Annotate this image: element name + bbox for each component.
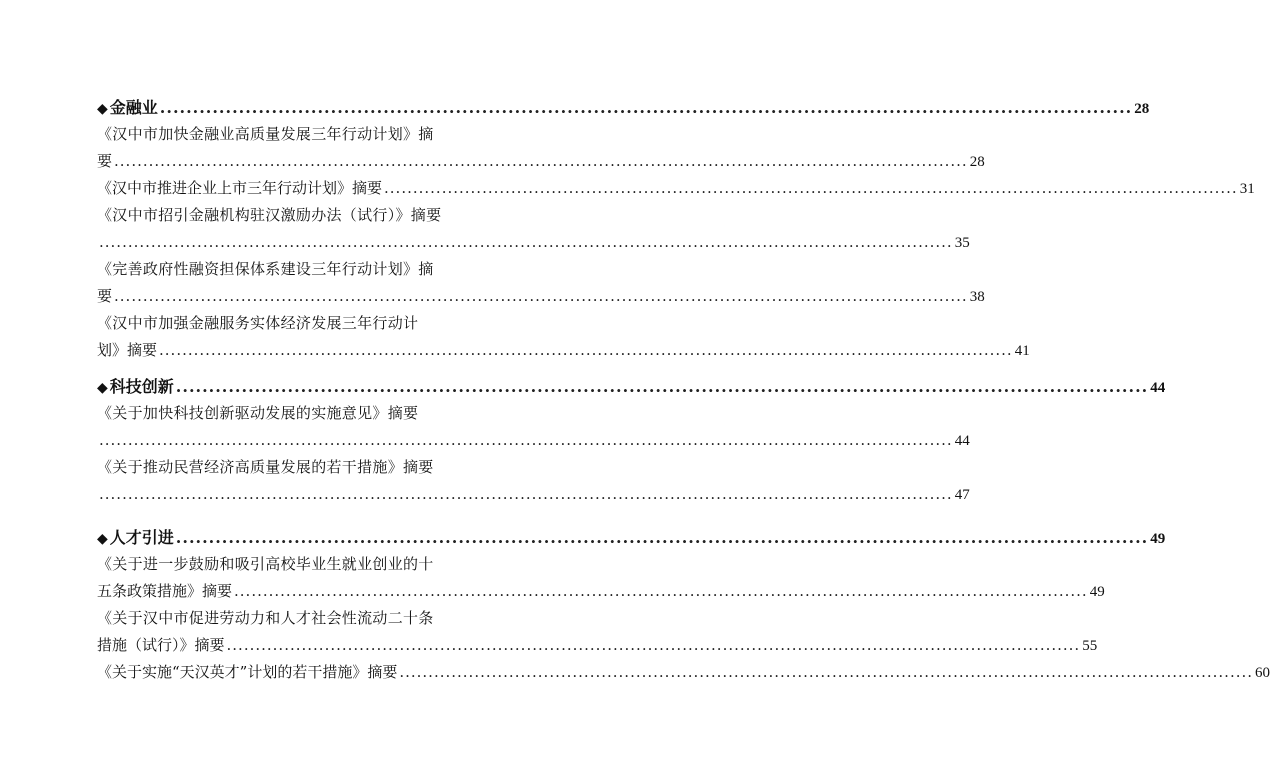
toc-entry[interactable]	[97, 659, 1270, 686]
toc-section-heading[interactable]	[97, 373, 1166, 400]
leader-dots	[99, 481, 953, 508]
section-title: 科技创新	[109, 377, 174, 396]
leader-dots	[99, 229, 953, 256]
leader-dots	[384, 175, 1238, 202]
toc-entry[interactable]	[97, 337, 1030, 364]
toc-entry[interactable]	[97, 481, 970, 508]
leader-dots	[99, 427, 953, 454]
toc-section-heading[interactable]	[97, 524, 1166, 551]
toc-entry-line[interactable]: 《完善政府性融资担保体系建设三年行动计划》摘	[97, 260, 434, 278]
toc-entry-text: 要	[97, 152, 113, 170]
page-number: 49	[1150, 531, 1166, 547]
toc-entry-text: 五条政策措施》摘要	[97, 582, 233, 600]
toc-entry-line[interactable]: 《汉中市加快金融业高质量发展三年行动计划》摘	[97, 125, 434, 143]
diamond-icon: ◆	[97, 380, 108, 396]
toc-entry-line[interactable]: 《关于进一步鼓励和吸引高校毕业生就业创业的十	[97, 555, 434, 573]
page-number: 60	[1255, 665, 1270, 681]
toc-entry[interactable]	[97, 229, 970, 256]
page-number: 31	[1239, 181, 1255, 197]
toc-section-heading[interactable]	[97, 94, 1150, 121]
page-number: 28	[1134, 101, 1150, 117]
table-of-contents	[97, 94, 1270, 686]
page-number: 38	[969, 289, 985, 305]
section-spacer	[97, 508, 455, 524]
toc-entry-line[interactable]: 《关于推动民营经济高质量发展的若干措施》摘要	[97, 458, 434, 476]
toc-entry[interactable]	[97, 427, 970, 454]
toc-entry-text: 《汉中市推进企业上市三年行动计划》摘要	[97, 179, 383, 197]
toc-entry[interactable]	[97, 578, 1105, 605]
toc-entry-line[interactable]: 《关于加快科技创新驱动发展的实施意见》摘要	[97, 404, 419, 422]
page-number: 55	[1082, 638, 1098, 654]
page-number: 28	[969, 154, 985, 170]
toc-entry[interactable]	[97, 632, 1098, 659]
toc-entry-text: 《关于实施“天汉英才”计划的若干措施》摘要	[97, 663, 398, 681]
toc-entry-text: 要	[97, 287, 113, 305]
leader-dots	[176, 524, 1148, 551]
section-title: 金融业	[109, 98, 158, 117]
page-number: 49	[1089, 584, 1105, 600]
toc-entry[interactable]	[97, 283, 985, 310]
section-title: 人才引进	[109, 528, 174, 547]
toc-entry-text: 措施（试行）》摘要	[97, 636, 225, 654]
toc-entry[interactable]	[97, 148, 985, 175]
leader-dots	[114, 148, 968, 175]
diamond-icon: ◆	[97, 531, 108, 547]
page-number: 35	[954, 235, 970, 251]
leader-dots	[227, 632, 1081, 659]
toc-entry[interactable]	[97, 175, 1255, 202]
leader-dots	[234, 578, 1088, 605]
toc-entry-line[interactable]: 《汉中市加强金融服务实体经济发展三年行动计	[97, 314, 419, 332]
page-number: 41	[1014, 343, 1030, 359]
leader-dots	[399, 659, 1253, 686]
toc-entry-text: 划》摘要	[97, 341, 158, 359]
page-number: 44	[1150, 380, 1166, 396]
toc-entry-line[interactable]: 《汉中市招引金融机构驻汉激励办法（试行）》摘要	[97, 206, 442, 224]
page-number: 44	[954, 433, 970, 449]
leader-dots	[114, 283, 968, 310]
leader-dots	[159, 337, 1013, 364]
page-number: 47	[954, 487, 970, 503]
diamond-icon: ◆	[97, 101, 108, 117]
leader-dots	[160, 94, 1132, 121]
section-spacer	[97, 364, 455, 373]
toc-entry-line[interactable]: 《关于汉中市促进劳动力和人才社会性流动二十条	[97, 609, 434, 627]
leader-dots	[176, 373, 1148, 400]
